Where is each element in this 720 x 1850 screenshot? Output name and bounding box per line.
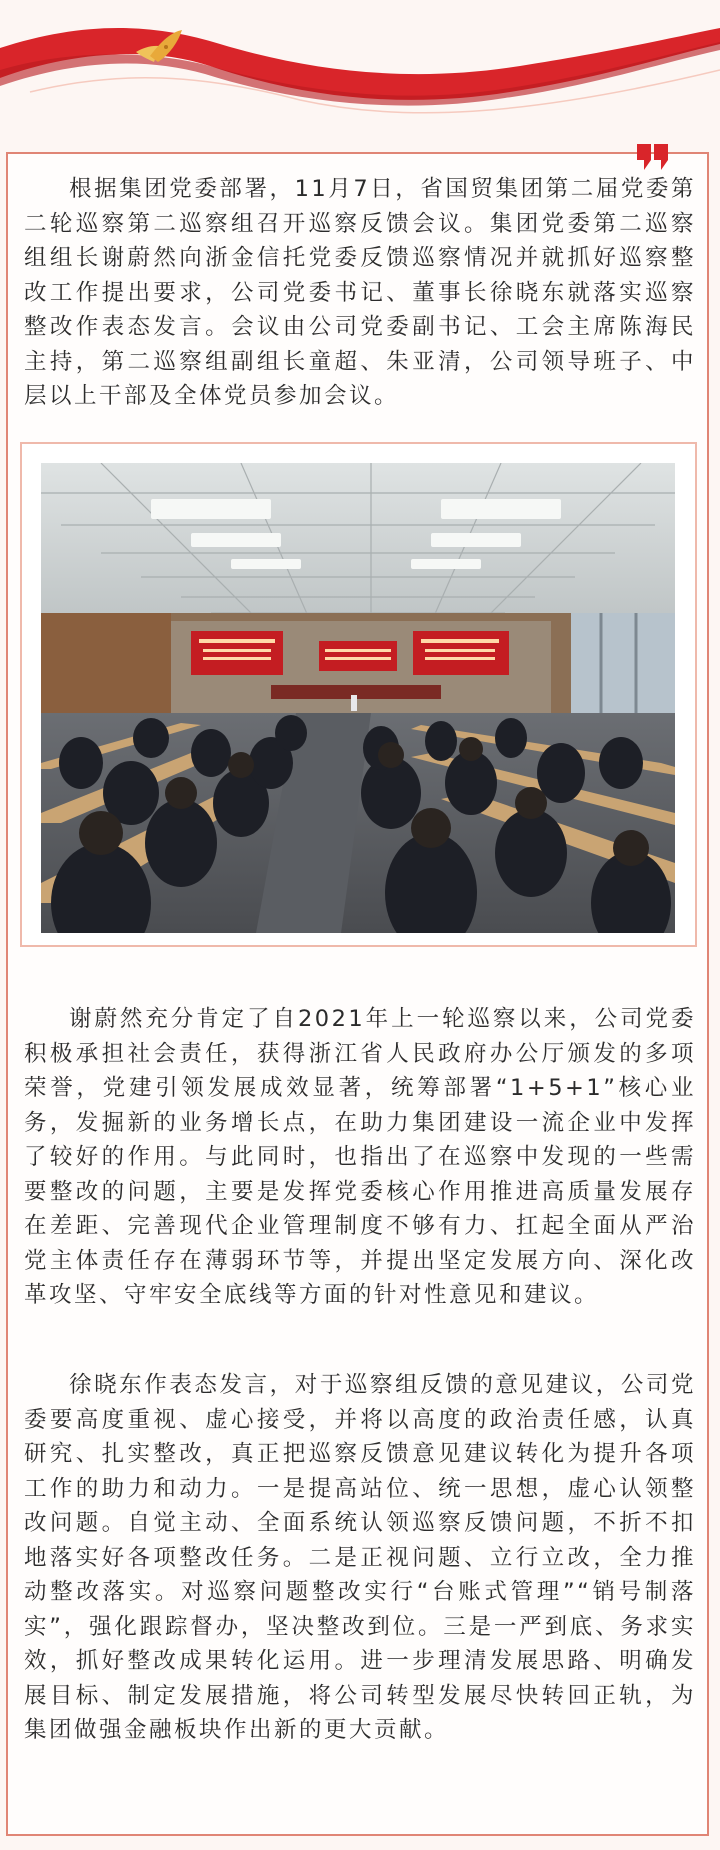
meeting-photo [41,463,675,933]
article-paragraph: 根据集团党委部署，11月7日，省国贸集团第二届党委第二轮巡察第二巡察组召开巡察反馈会议。集团党委第二巡察组组长谢蔚然向浙金信托党委反馈巡察情况并就抓好巡察整改工作提出要求，公司党委书记、董事长徐晓东就落实巡察整改作表态发言。会议由公司党委副书记、工会主席陈海民主持，第二巡察组副组长童超、朱亚清，公司领导班子、中层以上干部及全体党员参加会议。 [24,176,696,409]
article-paragraph: 谢蔚然充分肯定了自2021年上一轮巡察以来，公司党委积极承担社会责任，获得浙江省人民政府办公厅颁发的多项荣誉，党建引领发展成效显著，统筹部署“1+5+1”核心业务，发掘新的业务增长点，在助力集团建设一流企业中发挥了较好的作用。与此同时，也指出了在巡察中发现的一些需要整改的问题，主要是发挥党委核心作用推进高质量发展存在差距、完善现代企业管理制度不够有力、扛起全面从严治党主体责任存在薄弱环节等，并提出坚定发展方向、深化改革攻坚、守牢安全底线等方面的针对性意见和建议。 [24,1006,696,1308]
red-quote-icon [636,144,670,172]
article-card [6,152,709,1836]
photo-frame [20,442,697,947]
header-ribbon [0,0,720,150]
bottom-margin [0,1836,720,1850]
article-paragraph: 徐晓东作表态发言，对于巡察组反馈的意见建议，公司党委要高度重视、虚心接受，并将以高度的政治责任感，认真研究、扎实整改，真正把巡察反馈意见建议转化为提升各项工作的助力和动力。一是提高站位、统一思想，虚心认领整改问题。自觉主动、全面系统认领巡察反馈问题，不折不扣地落实好各项整改任务。二是正视问题、立行立改，全力推动整改落实。对巡察问题整改实行“台账式管理”“销号制落实”，强化跟踪督办，坚决整改到位。三是一严到底、务求实效，抓好整改成果转化运用。进一步理清发展思路、明确发展目标、制定发展措施，将公司转型发展尽快转回正轨，为集团做强金融板块作出新的更大贡献。 [24,1372,696,1743]
